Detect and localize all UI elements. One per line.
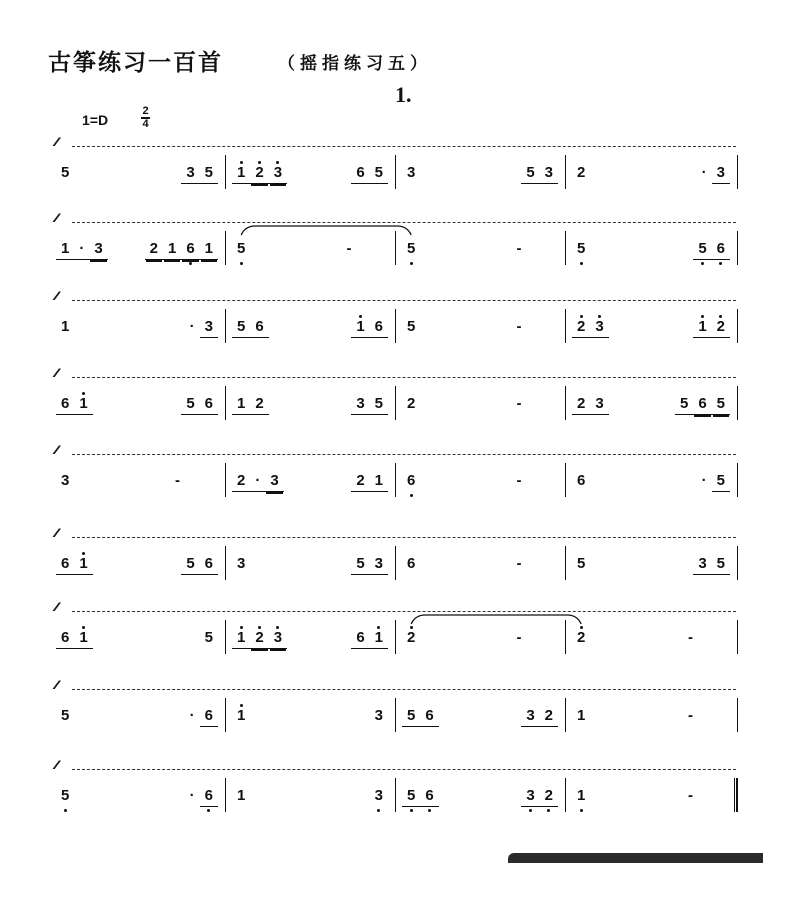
measure (396, 309, 566, 345)
note: 1 (370, 630, 388, 649)
note: 5 (61, 164, 70, 181)
measure (56, 463, 226, 499)
augmentation-dot: · (189, 707, 195, 724)
sustain-dash: - (175, 472, 180, 489)
note: 1 (577, 707, 586, 724)
beat (480, 386, 558, 422)
score-line (56, 372, 746, 432)
measure (396, 231, 566, 267)
beat (480, 546, 558, 582)
beat (402, 309, 480, 345)
measure (56, 698, 226, 734)
beat (137, 463, 218, 499)
measure (566, 778, 738, 814)
note: 5 (370, 165, 388, 184)
measure (56, 546, 226, 582)
note: 5 (577, 555, 586, 572)
measure (56, 386, 226, 422)
beat (572, 620, 651, 656)
measure (226, 698, 396, 734)
note: 3 (712, 165, 730, 184)
note: 5 (200, 165, 218, 184)
note: 5 (402, 708, 420, 727)
beat (651, 778, 730, 814)
note: 3 (540, 165, 558, 184)
beat (572, 386, 651, 422)
augmentation-dot: · (189, 787, 195, 804)
note: 1 (232, 165, 250, 184)
beat (56, 463, 137, 499)
note: 3 (181, 165, 199, 184)
measure (56, 620, 226, 656)
note: 2 (572, 396, 590, 415)
beat (402, 231, 480, 267)
sustain-dash: - (516, 629, 522, 646)
beat (310, 778, 388, 814)
measures (56, 386, 738, 422)
beat (480, 778, 558, 814)
beat (137, 778, 218, 814)
barline (737, 698, 739, 732)
beat (310, 620, 388, 656)
note: 6 (693, 396, 711, 415)
note: 5 (712, 396, 730, 415)
beat (56, 309, 137, 345)
rolling-finger-line (56, 295, 736, 307)
measures (56, 546, 738, 582)
note: 3 (521, 708, 539, 727)
measure (56, 309, 226, 345)
beat (232, 698, 310, 734)
measures (56, 698, 738, 734)
score-line (56, 217, 746, 277)
rolling-finger-line (56, 532, 736, 544)
measure (396, 546, 566, 582)
score-line (56, 141, 746, 201)
dashed-line (72, 300, 736, 301)
beat (137, 309, 218, 345)
note: 1 (370, 473, 388, 492)
measure (566, 463, 738, 499)
note: 5 (181, 396, 199, 415)
beat (572, 778, 651, 814)
measures (56, 231, 738, 267)
note: 1 (61, 318, 70, 335)
note: 6 (200, 556, 218, 575)
note: 6 (420, 788, 438, 807)
note: 3 (61, 472, 70, 489)
beat (402, 155, 480, 191)
measure (396, 386, 566, 422)
note: 1 (56, 241, 74, 260)
measure (566, 546, 738, 582)
note: 1 (74, 396, 92, 415)
dashed-line (72, 454, 736, 455)
measures (56, 463, 738, 499)
sustain-dash: - (516, 318, 522, 335)
measure (566, 231, 738, 267)
time-signature-bottom: 4 (142, 118, 149, 130)
rolling-finger-line (56, 764, 736, 776)
beat (137, 620, 218, 656)
note: 1 (232, 708, 250, 726)
measure (56, 155, 226, 191)
beat (56, 386, 137, 422)
footer-banner (508, 853, 763, 863)
beat (310, 463, 388, 499)
measure (226, 463, 396, 499)
beat (310, 386, 388, 422)
note: 6 (420, 708, 438, 727)
rolling-finger-line (56, 217, 736, 229)
score-line (56, 764, 746, 824)
note: 1 (163, 241, 181, 260)
barline (737, 386, 739, 420)
note: 1 (74, 556, 92, 575)
beat (137, 698, 218, 734)
note: 5 (232, 241, 250, 259)
note: 6 (712, 241, 730, 260)
beat (572, 546, 651, 582)
beat (572, 231, 651, 267)
measure (396, 698, 566, 734)
measure (226, 546, 396, 582)
beat (137, 155, 218, 191)
sustain-dash: - (346, 240, 352, 257)
note: 6 (402, 473, 420, 491)
note: 3 (521, 788, 539, 807)
note: 3 (370, 788, 388, 806)
dashed-line (72, 377, 736, 378)
beat (56, 155, 137, 191)
beat (651, 698, 730, 734)
key-signature: 1=D (82, 112, 109, 128)
beat (402, 778, 480, 814)
note: 3 (370, 556, 388, 575)
measure (226, 155, 396, 191)
score-title: 古筝练习一百首 (48, 49, 223, 75)
note: 1 (351, 319, 369, 338)
note: 1 (237, 787, 246, 804)
dashed-line (72, 222, 736, 223)
dashed-line (72, 611, 736, 612)
score-line (56, 449, 746, 509)
note: 2 (572, 630, 590, 648)
beat (572, 309, 651, 345)
rolling-finger-line (56, 141, 736, 153)
beat (651, 546, 730, 582)
measure (56, 231, 226, 267)
beat (310, 155, 388, 191)
rolling-finger-line (56, 684, 736, 696)
beat (651, 231, 730, 267)
beat (480, 463, 558, 499)
note: 5 (61, 707, 70, 724)
augmentation-dot: · (701, 472, 707, 489)
measure (566, 698, 738, 734)
note: 2 (351, 473, 369, 492)
dashed-line (72, 146, 736, 147)
beat (572, 155, 651, 191)
note: 6 (407, 555, 416, 572)
beat (232, 546, 310, 582)
note: 5 (402, 788, 420, 807)
score-line (56, 684, 746, 744)
measure (566, 155, 738, 191)
beat (310, 231, 388, 267)
barline (737, 620, 739, 654)
score-line (56, 532, 746, 592)
beat (137, 386, 218, 422)
beat (480, 309, 558, 345)
note: 2 (250, 165, 268, 184)
note: 3 (351, 396, 369, 415)
dashed-line (72, 769, 736, 770)
note: 3 (590, 396, 608, 415)
beat (402, 620, 480, 656)
beat (402, 698, 480, 734)
beat (402, 463, 480, 499)
note: 1 (572, 788, 590, 806)
time-signature (141, 106, 150, 130)
measures (56, 309, 738, 345)
dashed-line (72, 537, 736, 538)
augmentation-dot: · (189, 318, 195, 335)
barline (737, 463, 739, 497)
note: 3 (269, 630, 287, 649)
final-barline (734, 778, 738, 812)
measure (566, 386, 738, 422)
note: 3 (407, 164, 416, 181)
beat (137, 231, 218, 267)
beat (310, 546, 388, 582)
note: 5 (712, 473, 730, 492)
note: 1 (232, 396, 250, 415)
note: 5 (693, 241, 711, 260)
beat (232, 386, 310, 422)
note: 1 (232, 630, 250, 649)
rolling-finger-line (56, 606, 736, 618)
beat (651, 620, 730, 656)
beat (232, 463, 310, 499)
note: 5 (204, 629, 213, 646)
note: 6 (56, 396, 74, 415)
beat (402, 546, 480, 582)
barline (737, 309, 739, 343)
barline (737, 155, 739, 189)
note: 6 (56, 630, 74, 649)
note: 1 (693, 319, 711, 338)
note: 2 (145, 241, 163, 260)
note: 2 (540, 788, 558, 807)
beat (232, 620, 310, 656)
measure (566, 620, 738, 656)
beat (480, 620, 558, 656)
sustain-dash: - (516, 555, 522, 572)
note: 6 (250, 319, 268, 338)
beat (572, 463, 651, 499)
measure (396, 620, 566, 656)
note: 6 (200, 708, 218, 727)
beat (480, 231, 558, 267)
note: 5 (56, 788, 74, 806)
note: 5 (407, 318, 416, 335)
note: 6 (351, 165, 369, 184)
beat (651, 155, 730, 191)
note: 2 (407, 395, 416, 412)
augmentation-dot: · (74, 241, 89, 260)
beat (232, 778, 310, 814)
beat (56, 698, 137, 734)
measures (56, 778, 738, 814)
beat (56, 546, 137, 582)
note: 5 (572, 241, 590, 259)
rolling-finger-line (56, 372, 736, 384)
score-subtitle: （摇指练习五） (278, 54, 432, 73)
note: 6 (370, 319, 388, 338)
note: 6 (351, 630, 369, 649)
note: 6 (577, 472, 586, 489)
measure (226, 231, 396, 267)
note: 2 (712, 319, 730, 338)
note: 1 (200, 241, 218, 260)
beat (572, 698, 651, 734)
beat (651, 309, 730, 345)
sustain-dash: - (516, 395, 522, 412)
note: 2 (250, 396, 268, 415)
note: 3 (693, 556, 711, 575)
note: 3 (374, 707, 383, 724)
note: 3 (237, 555, 246, 572)
beat (56, 620, 137, 656)
sustain-dash: - (688, 707, 693, 724)
measure (396, 155, 566, 191)
sustain-dash: - (688, 787, 693, 804)
beat (480, 698, 558, 734)
beat (137, 546, 218, 582)
augmentation-dot: · (701, 164, 707, 181)
measure (226, 309, 396, 345)
note: 2 (572, 319, 590, 338)
note: 5 (370, 396, 388, 415)
beat (651, 386, 730, 422)
note: 3 (269, 165, 287, 184)
note: 2 (577, 164, 586, 181)
measures (56, 620, 738, 656)
note: 6 (200, 788, 218, 807)
note: 2 (540, 708, 558, 727)
measure (56, 778, 226, 814)
barline (737, 231, 739, 265)
beat (310, 698, 388, 734)
barline (737, 546, 739, 580)
note: 5 (712, 556, 730, 575)
note: 5 (351, 556, 369, 575)
measure (226, 620, 396, 656)
sustain-dash: - (516, 472, 522, 489)
beat (56, 778, 137, 814)
note: 5 (402, 241, 420, 259)
note: 3 (590, 319, 608, 338)
measure (226, 386, 396, 422)
measure (396, 778, 566, 814)
measure (226, 778, 396, 814)
note: 5 (675, 396, 693, 415)
score-line (56, 606, 746, 666)
sustain-dash: - (688, 629, 693, 646)
note: 6 (56, 556, 74, 575)
beat (232, 231, 310, 267)
note: 5 (232, 319, 250, 338)
beat (232, 309, 310, 345)
note: 2 (250, 630, 268, 649)
measure (396, 463, 566, 499)
beat (232, 155, 310, 191)
dashed-line (72, 689, 736, 690)
note: 2 (402, 630, 420, 648)
beat (402, 386, 480, 422)
score-line (56, 295, 746, 355)
note: 1 (74, 630, 92, 649)
beat (480, 155, 558, 191)
beat (56, 231, 137, 267)
note: 6 (200, 396, 218, 415)
note: 3 (89, 241, 107, 260)
sustain-dash: - (516, 240, 522, 257)
note: 6 (181, 241, 199, 260)
note: 3 (265, 473, 283, 492)
rolling-finger-line (56, 449, 736, 461)
augmentation-dot: · (250, 473, 265, 492)
note: 3 (200, 319, 218, 338)
note: 5 (521, 165, 539, 184)
piece-number: 1. (395, 82, 412, 107)
beat (310, 309, 388, 345)
time-signature-top: 2 (142, 105, 149, 117)
note: 2 (232, 473, 250, 492)
beat (651, 463, 730, 499)
note: 5 (181, 556, 199, 575)
measure (566, 309, 738, 345)
measures (56, 155, 738, 191)
